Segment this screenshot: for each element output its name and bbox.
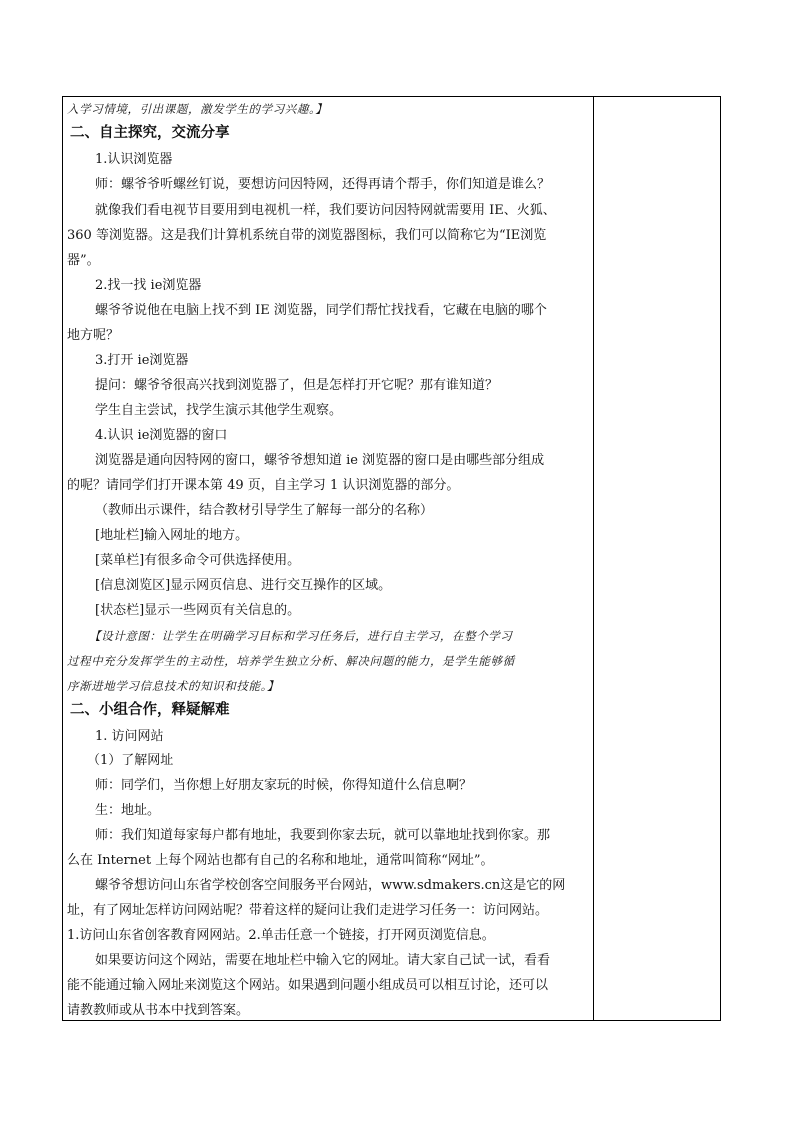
paragraph-line: 浏览器是通向因特网的窗口，螺爷爷想知道 ie 浏览器的窗口是由哪些部分组成 [95,453,545,468]
paragraph-line: 师：螺爷爷听螺丝钉说，要想访问因特网，还得再请个帮手，你们知道是谁么？ [95,177,551,192]
list-item-address-bar: [地址栏]输入网址的地方。 [95,528,249,543]
design-intent-continuation: 入学习情境，引出课题，激发学生的学习兴趣。】 [67,102,328,116]
paragraph-line: 么在 Internet 上每个网站也都有自己的名称和地址，通常叫简称“网址”。 [67,853,494,868]
paragraph-line: 师：我们知道每家每户都有地址，我要到你家去玩，就可以靠地址找到你家。那 [95,828,551,843]
paragraph-line: 的呢？请同学们打开课本第 49 页，自主学习 1 认识浏览器的部分。 [67,478,460,493]
paragraph-line: 能不能通过输入网址来浏览这个网站。如果遇到问题小组成员可以相互讨论，还可以 [67,978,549,993]
design-intent-note: 【设计意图：让学生在明确学习目标和学习任务后，进行自主学习，在整个学习 [89,629,513,643]
subheading-find-browser: 2.找一找 ie浏览器 [95,278,202,293]
subheading-know-browser: 1.认识浏览器 [95,152,173,167]
paragraph-line: 360 等浏览器。这是我们计算机系统自带的浏览器图标，我们可以简称它为“IE浏览 [67,228,547,243]
list-item-browse-area: [信息浏览区]显示网页信息、进行交互操作的区域。 [95,578,392,593]
list-item-menu-bar: [菜单栏]有很多命令可供选择使用。 [95,553,301,568]
column-divider [593,97,594,1020]
paragraph-line: 地方呢？ [67,328,120,343]
lesson-plan-table [62,96,721,1021]
paragraph-line: 就像我们看电视节目要用到电视机一样，我们要访问因特网就需要用 IE、火狐、 [95,203,556,218]
subheading-know-url: （1）了解网址 [87,753,174,768]
paragraph-line: 师：同学们，当你想上好朋友家玩的时候，你得知道什么信息啊？ [95,778,473,793]
section-heading-group-work: 二、小组合作，释疑解难 [70,701,230,718]
design-intent-note: 序渐进地学习信息技术的知识和技能。】 [67,679,280,693]
paragraph-line: 提问：螺爷爷很高兴找到浏览器了，但是怎样打开它呢？那有谁知道？ [95,378,499,393]
lesson-content-cell [63,97,593,1020]
design-intent-note: 过程中充分发挥学生的主动性，培养学生独立分析、解决问题的能力，是学生能够循 [67,654,515,668]
task-list-line: 1.访问山东省创客教育网网站。2.单击任意一个链接，打开网页浏览信息。 [67,928,495,943]
paragraph-line: 螺爷爷想访问山东省学校创客空间服务平台网站，www.sdmakers.cn这是它的网 [95,878,566,893]
paragraph-line: （教师出示课件，结合教材引导学生了解每一部分的名称） [95,503,434,518]
paragraph-line: 器”。 [67,253,100,268]
paragraph-line: 如果要访问这个网站，需要在地址栏中输入它的网址。请大家自己试一试，看看 [95,953,551,968]
paragraph-line: 址，有了网址怎样访问网站呢？带着这样的疑问让我们走进学习任务一：访问网站。 [67,903,549,918]
subheading-browser-window: 4.认识 ie浏览器的窗口 [95,428,228,443]
paragraph-line: 请教教师或从书本中找到答案。 [67,1003,250,1018]
subheading-open-browser: 3.打开 ie浏览器 [95,353,189,368]
paragraph-line: 生：地址。 [95,803,161,818]
paragraph-line: 学生自主尝试，找学生演示其他学生观察。 [95,403,343,418]
subheading-visit-website: 1. 访问网站 [95,729,164,744]
list-item-status-bar: [状态栏]显示一些网页有关信息的。 [95,603,301,618]
section-heading-explore: 二、自主探究，交流分享 [70,124,230,141]
paragraph-line: 螺爷爷说他在电脑上找不到 IE 浏览器，同学们帮忙找找看，它藏在电脑的哪个 [95,303,547,318]
